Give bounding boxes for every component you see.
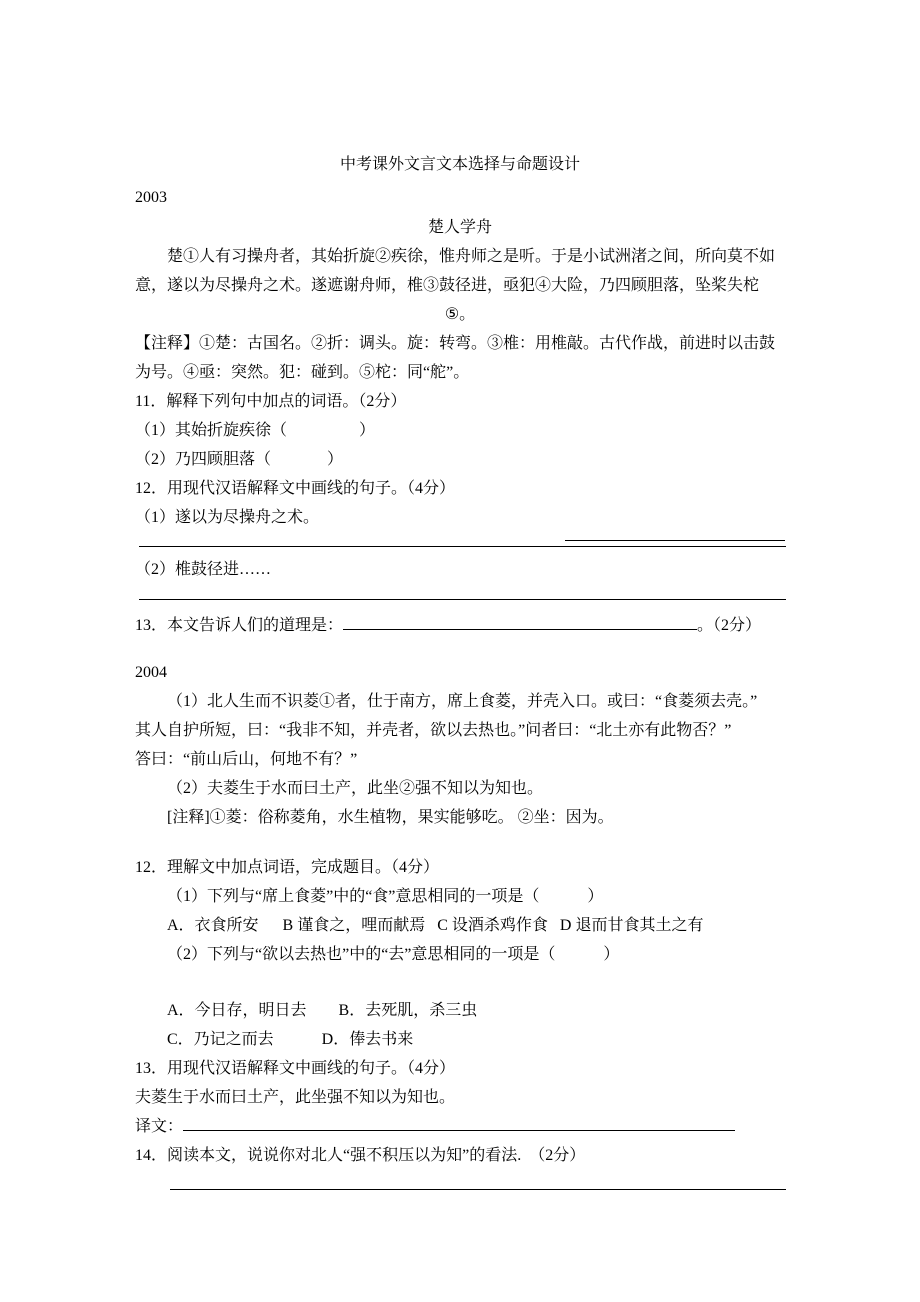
answer-rule-short <box>565 540 785 541</box>
question-13-points: 。（2分） <box>697 617 762 634</box>
question-11-item-2: （2）乃四顾胆落（ ） <box>135 451 344 468</box>
question-13-line <box>135 611 785 640</box>
year-heading-2004: 2004 <box>135 664 167 681</box>
question-12b-item-1-options: A．衣食所安 B 谨食之，哩而献焉 C 设酒杀鸡作食 D 退而甘食其土之有 <box>167 917 704 934</box>
question-12-item-1: （1）遂以为尽操舟之术。 <box>135 509 320 526</box>
notes-2003-line-1: 【注释】①楚：古国名。②折：调头。旋：转弯。③椎：用椎敲。古代作战，前进时以击鼓 <box>135 335 776 352</box>
question-11: 11．解释下列句中加点的词语。（2分） <box>135 393 407 410</box>
answer-rule-bottom <box>170 1189 786 1190</box>
translation-line <box>135 1112 785 1141</box>
notes-2004: [注释]①菱：俗称菱角，水生植物，果实能够吃。 ②坐：因为。 <box>167 809 614 826</box>
answer-blank-translation <box>183 1116 735 1131</box>
question-12b-item-1: （1）下列与“席上食菱”中的“食”意思相同的一项是（ ） <box>167 888 604 905</box>
question-13b: 13．用现代汉语解释文中画线的句子。（4分） <box>135 1060 456 1077</box>
passage-title-2003: 楚人学舟 <box>427 219 492 236</box>
passage-2004-part-2: （2）夫菱生于水而曰土产，此坐②强不知以为知也。 <box>167 780 544 797</box>
question-12b-item-2-options-cd: C．乃记之而去 D．俸去书来 <box>167 1031 414 1048</box>
answer-rule-1 <box>139 546 786 547</box>
question-13-text: 13．本文告诉人们的道理是： <box>135 617 344 634</box>
passage-2003-line-3: ⑤。 <box>444 306 476 323</box>
passage-2004-line-2: 其人自护所短，曰：“我非不知，并壳者，欲以去热也。”问者曰：“北土亦有此物否？” <box>135 722 732 739</box>
question-14: 14．阅读本文，说说你对北人“强不积压以为知”的看法. （2分） <box>135 1147 586 1164</box>
passage-2004-line-1: （1）北人生而不识菱①者，仕于南方，席上食菱，并壳入口。或曰：“食菱须去壳。” <box>167 693 758 710</box>
passage-2003-line-1: 楚①人有习操舟者，其始折旋②疾徐，惟舟师之是听。于是小试洲渚之间，所向莫不如 <box>167 248 776 265</box>
question-12b: 12．理解文中加点词语，完成题目。（4分） <box>135 859 440 876</box>
translation-label: 译文： <box>135 1118 184 1135</box>
document-title: 中考课外文言文本选择与命题设计 <box>339 156 580 173</box>
year-heading-2003: 2003 <box>135 189 167 206</box>
question-12b-item-2: （2）下列与“欲以去热也”中的“去”意思相同的一项是（ ） <box>167 946 620 963</box>
passage-2003-line-2: 意，遂以为尽操舟之术。遂遮谢舟师，椎③鼓径进，亟犯④大险，乃四顾胆落，坠桨失柁 <box>135 277 760 294</box>
question-12-item-2: （2）椎鼓径进…… <box>135 561 272 578</box>
passage-2004-line-3: 答曰：“前山后山，何地不有？” <box>135 751 358 768</box>
question-12b-item-2-options-ab: A．今日存，明日去 B．去死肌，杀三虫 <box>167 1002 478 1019</box>
question-12: 12．用现代汉语解释文中画线的句子。（4分） <box>135 480 456 497</box>
answer-blank-q13 <box>343 615 697 630</box>
answer-rule-2 <box>139 599 786 600</box>
question-13b-sentence: 夫菱生于水而曰土产，此坐强不知以为知也。 <box>135 1089 456 1106</box>
notes-2003-line-2: 为号。④亟：突然。犯：碰到。⑤柁：同“舵”。 <box>135 364 470 381</box>
question-11-item-1: （1）其始折旋疾徐（ ） <box>135 422 376 439</box>
